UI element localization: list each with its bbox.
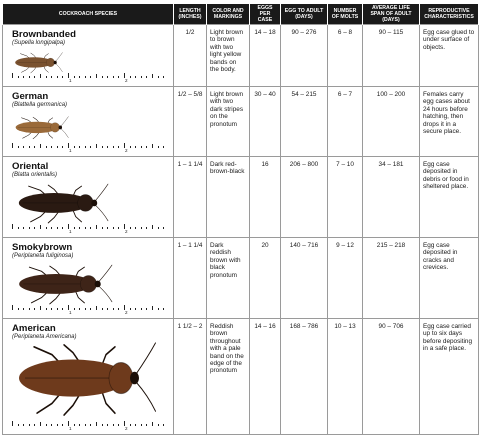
eggs-cell: 30 – 40 xyxy=(250,87,281,157)
species-name: Smokybrown xyxy=(12,242,73,253)
species-cell xyxy=(3,157,174,238)
length-cell: 1/2 – 5/8 xyxy=(174,87,207,157)
eggs-cell: 20 xyxy=(250,238,281,319)
ruler-number: 1 xyxy=(69,310,72,315)
brownbanded-cockroach-icon xyxy=(11,52,63,74)
species-name: German xyxy=(12,91,49,102)
ruler-number: 1 xyxy=(69,426,72,431)
species-scientific-name: (Supella longipalpa) xyxy=(12,40,66,46)
repro-cell: Egg case glued to under surface of objects. xyxy=(420,25,479,87)
ruler-tick xyxy=(158,424,159,427)
ruler-tick xyxy=(40,422,41,426)
ruler-tick xyxy=(51,424,52,427)
ruler-tick xyxy=(74,76,75,79)
ruler-number: 1 xyxy=(69,148,72,153)
ruler-tick xyxy=(90,146,91,149)
species-cell xyxy=(3,87,174,157)
ruler-tick xyxy=(23,308,24,311)
ruler-tick xyxy=(152,74,153,78)
eggs-cell: 14 – 18 xyxy=(250,25,281,87)
color-cell: Dark red-brown-black xyxy=(207,157,250,238)
ruler-tick xyxy=(74,308,75,311)
lifespan-cell: 90 – 115 xyxy=(363,25,420,87)
ruler-tick xyxy=(146,76,147,79)
header-color: COLOR AND MARKINGS xyxy=(207,4,250,25)
ruler-tick xyxy=(135,227,136,230)
ruler-tick xyxy=(29,146,30,149)
ruler-tick xyxy=(57,76,58,79)
ruler-tick xyxy=(12,224,13,229)
smokybrown-cockroach-icon xyxy=(11,264,113,306)
molts-cell: 6 – 7 xyxy=(328,87,363,157)
ruler-number: 1 xyxy=(69,78,72,83)
ruler-number: 1 xyxy=(69,229,72,234)
ruler-tick xyxy=(130,227,131,230)
ruler-tick xyxy=(23,424,24,427)
ruler-tick xyxy=(130,76,131,79)
table-row xyxy=(3,87,479,157)
oriental-cockroach-icon xyxy=(11,183,109,225)
ruler-tick xyxy=(46,146,47,149)
ruler-tick xyxy=(113,308,114,311)
ruler-tick xyxy=(113,146,114,149)
ruler-tick xyxy=(51,308,52,311)
ruler-tick xyxy=(135,424,136,427)
ruler-tick xyxy=(51,76,52,79)
species-scientific-name: (Periplaneta Americana) xyxy=(12,334,77,340)
egg-to-adult-cell: 54 – 215 xyxy=(281,87,328,157)
ruler-tick xyxy=(57,227,58,230)
ruler-tick xyxy=(62,227,63,230)
ruler-tick xyxy=(107,424,108,427)
ruler-tick xyxy=(102,76,103,79)
ruler-tick xyxy=(57,424,58,427)
ruler-tick xyxy=(152,144,153,148)
ruler-tick xyxy=(113,76,114,79)
ruler-tick xyxy=(96,74,97,78)
ruler-tick xyxy=(102,146,103,149)
ruler-tick xyxy=(135,308,136,311)
ruler-tick xyxy=(23,146,24,149)
egg-to-adult-cell: 140 – 716 xyxy=(281,238,328,319)
ruler-tick xyxy=(96,422,97,426)
ruler-tick xyxy=(113,424,114,427)
ruler-tick xyxy=(158,308,159,311)
ruler-tick xyxy=(130,308,131,311)
scale-ruler xyxy=(12,224,172,234)
species-table xyxy=(2,4,479,435)
ruler-tick xyxy=(152,306,153,310)
ruler-tick xyxy=(74,227,75,230)
egg-to-adult-cell: 90 – 276 xyxy=(281,25,328,87)
molts-cell: 10 – 13 xyxy=(328,319,363,435)
ruler-tick xyxy=(102,308,103,311)
ruler-tick xyxy=(152,225,153,229)
header-length: LENGTH (INCHES) xyxy=(174,4,207,25)
ruler-number: 2 xyxy=(125,426,128,431)
ruler-tick xyxy=(141,146,142,149)
ruler-tick xyxy=(34,227,35,230)
ruler-tick xyxy=(118,424,119,427)
ruler-tick xyxy=(141,76,142,79)
ruler-tick xyxy=(79,424,80,427)
ruler-tick xyxy=(118,227,119,230)
ruler-tick xyxy=(90,76,91,79)
ruler-number: 2 xyxy=(125,310,128,315)
ruler-tick xyxy=(102,424,103,427)
molts-cell: 7 – 10 xyxy=(328,157,363,238)
ruler-tick xyxy=(85,308,86,311)
ruler-tick xyxy=(79,146,80,149)
table-row xyxy=(3,157,479,238)
header-lifespan: AVERAGE LIFE SPAN OF ADULT (DAYS) xyxy=(363,4,420,25)
ruler-number: 2 xyxy=(125,78,128,83)
ruler-tick xyxy=(118,308,119,311)
ruler-tick xyxy=(163,308,164,311)
header-eggs: EGGS PER CASE xyxy=(250,4,281,25)
ruler-tick xyxy=(46,227,47,230)
ruler-tick xyxy=(46,424,47,427)
lifespan-cell: 100 – 200 xyxy=(363,87,420,157)
ruler-tick xyxy=(96,225,97,229)
ruler-tick xyxy=(141,308,142,311)
ruler-tick xyxy=(130,146,131,149)
ruler-tick xyxy=(74,146,75,149)
ruler-tick xyxy=(46,308,47,311)
ruler-tick xyxy=(51,227,52,230)
ruler-tick xyxy=(57,308,58,311)
ruler-tick xyxy=(18,308,19,311)
color-cell: Light brown to brown with two light yellow bands on the body. xyxy=(207,25,250,87)
ruler-tick xyxy=(130,424,131,427)
ruler-tick xyxy=(34,76,35,79)
ruler-tick xyxy=(46,76,47,79)
ruler-tick xyxy=(12,305,13,310)
ruler-tick xyxy=(141,227,142,230)
ruler-tick xyxy=(79,76,80,79)
ruler-tick xyxy=(96,306,97,310)
species-name: Oriental xyxy=(12,161,49,172)
ruler-tick xyxy=(135,76,136,79)
ruler-tick xyxy=(40,144,41,148)
repro-cell: Egg case carried up to six days before depositing in a safe place. xyxy=(420,319,479,435)
repro-cell: Egg case deposited in debris or food in sheltered place. xyxy=(420,157,479,238)
header-egg-to-adult: EGG TO ADULT (DAYS) xyxy=(281,4,328,25)
scale-ruler xyxy=(12,73,172,83)
ruler-number: 2 xyxy=(125,148,128,153)
species-scientific-name: (Blattella germanica) xyxy=(12,102,68,108)
ruler-tick xyxy=(34,308,35,311)
scale-ruler xyxy=(12,421,172,431)
species-name: Brownbanded xyxy=(12,29,76,40)
ruler-tick xyxy=(29,308,30,311)
ruler-tick xyxy=(62,308,63,311)
color-cell: Dark reddish brown with black pronotum xyxy=(207,238,250,319)
ruler-tick xyxy=(23,227,24,230)
lifespan-cell: 34 – 181 xyxy=(363,157,420,238)
ruler-tick xyxy=(85,146,86,149)
ruler-tick xyxy=(163,146,164,149)
scale-ruler xyxy=(12,305,172,315)
species-scientific-name: (Blatta orientalis) xyxy=(12,172,58,178)
ruler-tick xyxy=(85,76,86,79)
ruler-tick xyxy=(85,227,86,230)
header-molts: NUMBER OF MOLTS xyxy=(328,4,363,25)
table-row xyxy=(3,25,479,87)
ruler-tick xyxy=(113,227,114,230)
ruler-tick xyxy=(29,227,30,230)
ruler-tick xyxy=(90,308,91,311)
ruler-tick xyxy=(118,76,119,79)
species-cell xyxy=(3,25,174,87)
ruler-tick xyxy=(51,146,52,149)
ruler-tick xyxy=(62,76,63,79)
species-name: American xyxy=(12,323,56,334)
ruler-tick xyxy=(107,146,108,149)
color-cell: Reddish brown throughout with a pale band on the edge of the pronotum xyxy=(207,319,250,435)
ruler-tick xyxy=(34,424,35,427)
ruler-tick xyxy=(135,146,136,149)
ruler-tick xyxy=(118,146,119,149)
egg-to-adult-cell: 168 – 786 xyxy=(281,319,328,435)
ruler-tick xyxy=(146,146,147,149)
ruler-tick xyxy=(85,424,86,427)
ruler-tick xyxy=(107,308,108,311)
eggs-cell: 14 – 16 xyxy=(250,319,281,435)
ruler-tick xyxy=(90,227,91,230)
ruler-tick xyxy=(146,227,147,230)
ruler-tick xyxy=(18,227,19,230)
lifespan-cell: 215 – 218 xyxy=(363,238,420,319)
repro-cell: Egg case deposited in cracks and crevices. xyxy=(420,238,479,319)
eggs-cell: 16 xyxy=(250,157,281,238)
ruler-tick xyxy=(12,143,13,148)
ruler-tick xyxy=(34,146,35,149)
ruler-tick xyxy=(29,424,30,427)
ruler-tick xyxy=(79,308,80,311)
repro-cell: Females carry egg cases about 24 hours before hatching, then drops it in a secure place. xyxy=(420,87,479,157)
color-cell: Light brown with two dark stripes on the pronotum xyxy=(207,87,250,157)
ruler-tick xyxy=(163,76,164,79)
header-repro: REPRODUCTIVE CHARACTERISTICS xyxy=(420,4,479,25)
ruler-number: 2 xyxy=(125,229,128,234)
ruler-tick xyxy=(158,227,159,230)
species-cell xyxy=(3,319,174,435)
ruler-tick xyxy=(12,421,13,426)
length-cell: 1 1/2 – 2 xyxy=(174,319,207,435)
header-species: COCKROACH SPECIES xyxy=(3,4,174,25)
table-row xyxy=(3,319,479,435)
ruler-tick xyxy=(163,424,164,427)
length-cell: 1 – 1 1/4 xyxy=(174,157,207,238)
ruler-tick xyxy=(163,227,164,230)
egg-to-adult-cell: 206 – 800 xyxy=(281,157,328,238)
ruler-tick xyxy=(146,424,147,427)
species-scientific-name: (Periplaneta fuliginosa) xyxy=(12,253,74,259)
header-row xyxy=(3,4,479,25)
american-cockroach-icon xyxy=(7,341,157,419)
ruler-tick xyxy=(18,76,19,79)
ruler-tick xyxy=(18,146,19,149)
length-cell: 1/2 xyxy=(174,25,207,87)
ruler-tick xyxy=(62,424,63,427)
ruler-tick xyxy=(141,424,142,427)
ruler-tick xyxy=(57,146,58,149)
table-row xyxy=(3,238,479,319)
ruler-tick xyxy=(74,424,75,427)
ruler-tick xyxy=(40,225,41,229)
ruler-tick xyxy=(23,76,24,79)
ruler-tick xyxy=(146,308,147,311)
ruler-tick xyxy=(40,74,41,78)
scale-ruler xyxy=(12,143,172,153)
ruler-tick xyxy=(29,76,30,79)
species-cell xyxy=(3,238,174,319)
ruler-tick xyxy=(107,227,108,230)
ruler-tick xyxy=(62,146,63,149)
molts-cell: 9 – 12 xyxy=(328,238,363,319)
ruler-tick xyxy=(40,306,41,310)
length-cell: 1 – 1 1/4 xyxy=(174,238,207,319)
ruler-tick xyxy=(158,146,159,149)
ruler-tick xyxy=(12,73,13,78)
ruler-tick xyxy=(79,227,80,230)
ruler-tick xyxy=(102,227,103,230)
ruler-tick xyxy=(96,144,97,148)
ruler-tick xyxy=(158,76,159,79)
german-cockroach-icon xyxy=(11,116,69,140)
ruler-tick xyxy=(107,76,108,79)
molts-cell: 6 – 8 xyxy=(328,25,363,87)
ruler-tick xyxy=(90,424,91,427)
lifespan-cell: 90 – 706 xyxy=(363,319,420,435)
ruler-tick xyxy=(18,424,19,427)
ruler-tick xyxy=(152,422,153,426)
